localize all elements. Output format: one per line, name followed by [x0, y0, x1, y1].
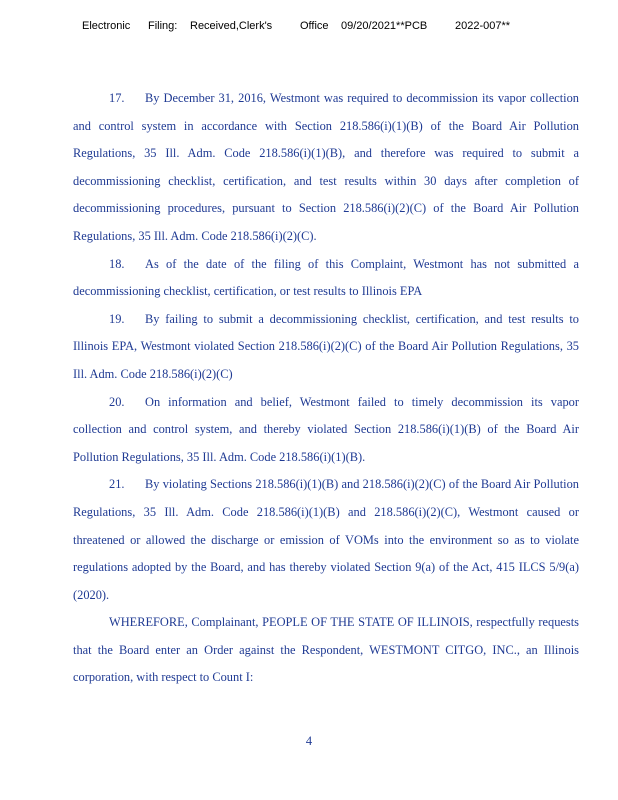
paragraph-number: 20. — [109, 394, 125, 409]
paragraph-number: 21. — [109, 477, 125, 492]
paragraph-number: 18. — [109, 256, 125, 271]
paragraph-20 — [73, 389, 579, 472]
paragraph-text: As of the date of the filing of this Complaint, Westmont has not submitted a decommissioning checklist, certification, or test results to Illinois EPA — [73, 256, 579, 299]
wherefore-clause: WHEREFORE, Complainant, PEOPLE OF THE STATE OF ILLINOIS, respectfully requests that the Board enter an Order against the Respondent, WESTMONT CITGO, INC., an Illinois corporation, with respect to Count I: — [73, 615, 579, 685]
paragraph-21 — [73, 471, 579, 609]
header-electronic: Electronic — [82, 20, 131, 32]
paragraph-number: 19. — [109, 311, 125, 326]
header-filing: Filing: — [148, 20, 178, 32]
paragraph-17 — [73, 85, 579, 251]
paragraph-19 — [73, 306, 579, 389]
document-body — [73, 85, 579, 692]
paragraph-text: By failing to submit a decommissioning checklist, certification, and test results to Illinois EPA, Westmont violated Section 218.586(i)(2)(C) of the Board Air Pollution Regulations, 35 Ill. Adm. Code 218.586(i)(2)(C) — [73, 311, 579, 381]
header-docket: 2022-007** — [455, 20, 511, 32]
paragraph-text: On information and belief, Westmont failed to timely decommission its vapor collection and control system, and thereby violated Section 218.586(i)(1)(B) of the Board Air Pollution Regulations, 35 Ill. Adm. Code 218.586(i)(1)(B). — [73, 394, 579, 464]
paragraph-number: 17. — [109, 91, 125, 105]
filing-header — [0, 20, 618, 36]
paragraph-text: By violating Sections 218.586(i)(1)(B) and 218.586(i)(2)(C) of the Board Air Pollution Regulations, 35 Ill. Adm. Code 218.586(i)(1)(B) and 218.586(i)(2)(C), Westmont caused or threatened or allowed the discharge or emission of VOMs into the environment so as to violate regulations adopted by the Board, and has thereby violated Section 9(a) of the Act, 415 ILCS 5/9(a)(2020). — [73, 477, 579, 602]
paragraph-18 — [73, 251, 579, 306]
page-number: 4 — [305, 734, 313, 748]
paragraph-text: By December 31, 2016, Westmont was required to decommission its vapor collection and control system in accordance with Section 218.586(i)(1)(B) of the Board Air Pollution Regulations, 35 Ill. Adm. Code 218.586(i)(1)(B), and therefore was required to submit a decommissioning checklist, certification, and test results within 30 days after completion of decommissioning procedures, pursuant to Section 218.586(i)(2)(C) of the Board Air Pollution Regulations, 35 Ill. Adm. Code 218.586(i)(2)(C). — [73, 91, 579, 243]
header-date: 09/20/2021**PCB — [341, 20, 428, 32]
header-received: Received,Clerk's — [190, 20, 273, 32]
header-office: Office — [300, 20, 329, 32]
